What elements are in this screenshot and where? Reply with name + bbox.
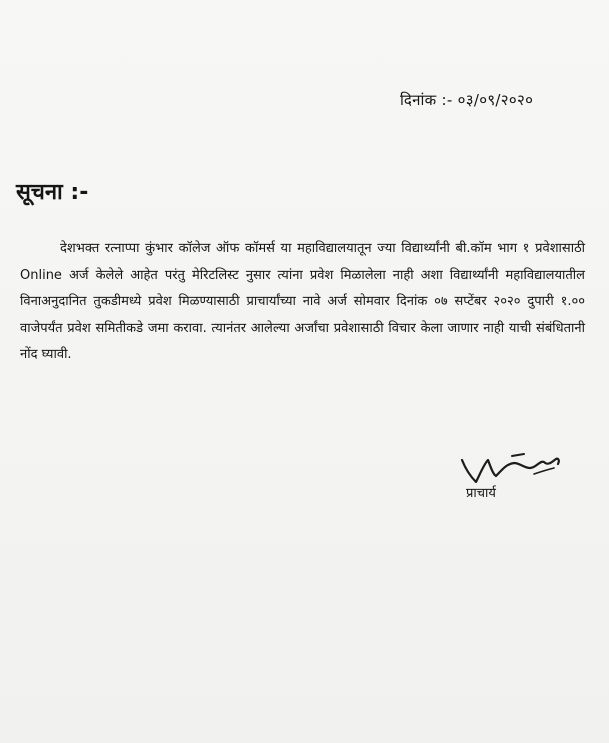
signer-title: प्राचार्य <box>466 486 496 501</box>
notice-heading: सूचना :- <box>16 180 89 205</box>
notice-body: देशभक्त रत्नाप्पा कुंभार कॉलेज ऑफ कॉमर्स या महाविद्यालयातून ज्या विद्यार्थ्यांनी बी.कॉम भाग १ प्रवेशासाठी Online अर्ज केलेले आहेत परंतु मेरिटलिस्ट नुसार त्यांना प्रवेश मिळालेला नाही अशा विद्यार्थ्यांनी महाविद्यालयातील विनाअनुदानित तुकडीमध्ये प्रवेश मिळण्यासाठी प्राचार्यांच्या नावे अर्ज सोमवार दिनांक ०७ सप्टेंबर २०२० दुपारी १.०० वाजेपर्यंत प्रवेश समितीकडे जमा करावा. त्यानंतर आलेल्या अर्जांचा प्रवेशासाठी विचार केला जाणार नाही याची संबंधितानी नोंद घ्यावी. <box>20 241 585 362</box>
notice-date: दिनांक :- ०३/०९/२०२० <box>400 91 534 109</box>
